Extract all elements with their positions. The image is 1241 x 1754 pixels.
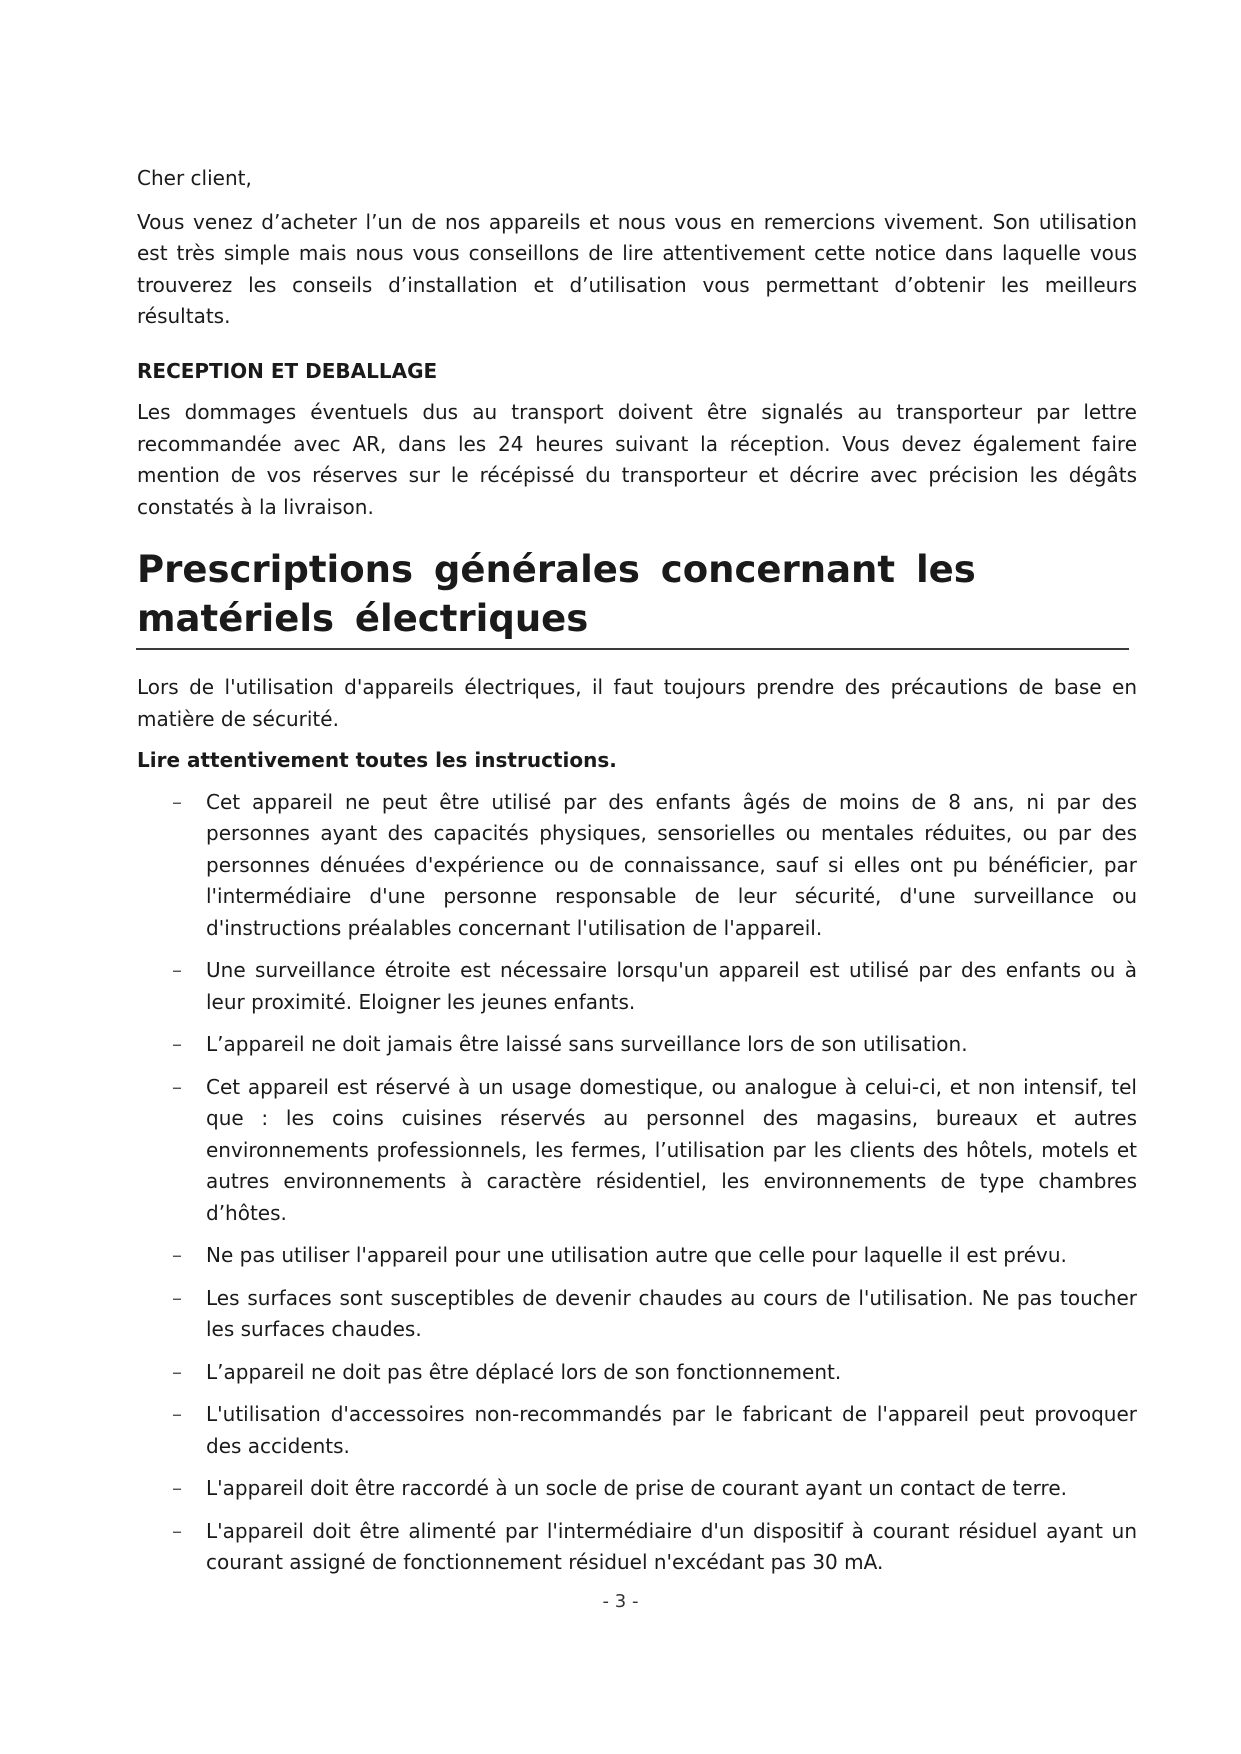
intro-paragraph: Vous venez d’acheter l’un de nos appareils et nous vous en remercions vivement. Son utilisation est très simple mais nous vous conseillons de lire attentivement cette notice dans laquelle vous trouverez les conseils d’installation et d’utilisation vous permettant d’obtenir les meilleurs résultats. [137, 209, 1137, 328]
dash-bullet-icon: – [172, 958, 182, 982]
dash-bullet-icon: – [172, 1402, 182, 1426]
list-item-text: Les surfaces sont susceptibles de devenir chaudes au cours de l'utilisation. Ne pas toucher les surfaces chaudes. [206, 1285, 1137, 1341]
list-item-text: L'utilisation d'accessoires non-recommandés par le fabricant de l'appareil peut provoquer des accidents. [206, 1402, 1137, 1458]
list-item [137, 955, 1137, 1018]
dash-bullet-icon: – [172, 1074, 182, 1099]
dash-bullet-icon: – [172, 1243, 182, 1267]
list-item [137, 1516, 1137, 1579]
reception-heading: RECEPTION ET DEBALLAGE [137, 358, 438, 383]
greeting: Cher client, [137, 166, 252, 190]
title-underline [136, 648, 1129, 650]
list-item [137, 1473, 1137, 1505]
dash-bullet-icon: – [172, 789, 182, 814]
list-item-text: L'appareil doit être raccordé à un socle de prise de courant ayant un contact de terre. [206, 1476, 1067, 1500]
safety-list [137, 787, 1137, 1579]
dash-bullet-icon: – [172, 1476, 182, 1500]
dash-bullet-icon: – [172, 1285, 182, 1310]
list-item [137, 1029, 1137, 1061]
list-item-text: L’appareil ne doit pas être déplacé lors de son fonctionnement. [206, 1359, 842, 1384]
dash-bullet-icon: – [172, 1359, 182, 1384]
dash-bullet-icon: – [172, 1032, 182, 1056]
reception-paragraph: Les dommages éventuels dus au transport doivent être signalés au transporteur par lettre recommandée avec AR, dans les 24 heures suivant la réception. Vous devez également faire mention de vos réserves sur le récépissé du transporteur et décrire avec précision les dégâts constatés à la livraison. [137, 400, 1137, 519]
section-title: Prescriptions générales concernant les matériels électriques [137, 548, 976, 640]
list-item [137, 1072, 1137, 1230]
list-item [137, 1399, 1137, 1462]
list-item-text: Ne pas utiliser l'appareil pour une utilisation autre que celle pour laquelle il est prévu. [206, 1243, 1067, 1267]
list-item [137, 1283, 1137, 1346]
list-item-text: L’appareil ne doit jamais être laissé sans surveillance lors de son utilisation. [206, 1032, 968, 1056]
list-item-text: Cet appareil ne peut être utilisé par des enfants âgés de moins de 8 ans, ni par des personnes ayant des capacités physiques, sensorielles ou mentales réduites, ou par des personnes dénuées d'expérience ou de connaissance, sauf si elles ont pu bénéficier, par l'intermédiaire d'une personne responsable de leur sécurité, d'une surveillance ou d'instructions préalables concernant l'utilisation de l'appareil. [206, 789, 1137, 940]
document-page [137, 163, 1137, 1590]
instructions-subheading: Lire attentivement toutes les instructions. [137, 748, 617, 772]
list-item [137, 1357, 1137, 1389]
list-item [137, 787, 1137, 945]
list-item-text: Cet appareil est réservé à un usage domestique, ou analogue à celui-ci, et non intensif, tel que : les coins cuisines réservés au personnel des magasins, bureaux et autres environnements professionnels, les fermes, l’utilisation par les clients des hôtels, motels et autres environnements à caractère résidentiel, les environnements de type chambres d’hôtes. [206, 1074, 1137, 1225]
page-number: - 3 - [602, 1591, 639, 1612]
list-item-text: L'appareil doit être alimenté par l'intermédiaire d'un dispositif à courant résiduel ayant un courant assigné de fonctionnement résiduel n'excédant pas 30 mA. [206, 1518, 1137, 1574]
list-item-text: Une surveillance étroite est nécessaire lorsqu'un appareil est utilisé par des enfants ou à leur proximité. Eloigner les jeunes enfants. [206, 958, 1137, 1014]
dash-bullet-icon: – [172, 1518, 182, 1543]
list-item [137, 1240, 1137, 1272]
section-intro: Lors de l'utilisation d'appareils électriques, il faut toujours prendre des précautions de base en matière de sécurité. [137, 675, 1137, 731]
